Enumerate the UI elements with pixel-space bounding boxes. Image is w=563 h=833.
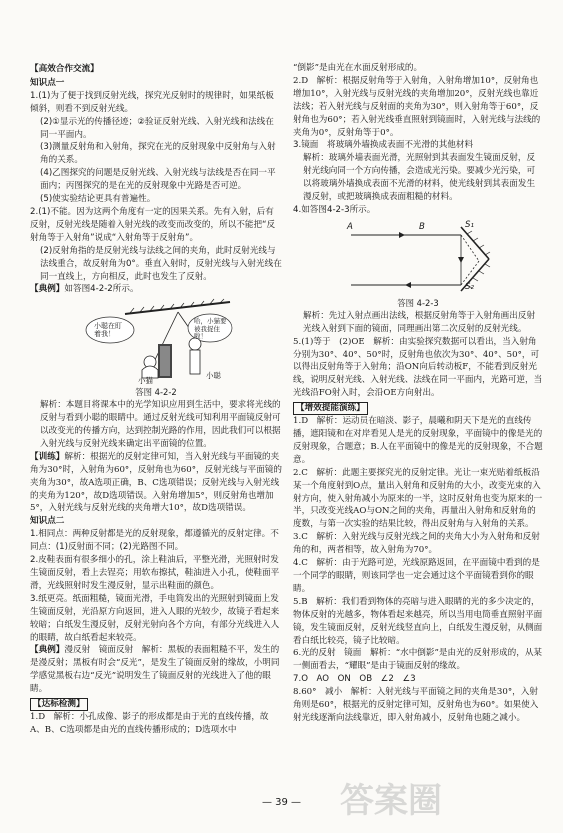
double-mirror-diagram xyxy=(293,219,543,295)
example2-label: 【典例】 xyxy=(30,645,65,656)
label-cong: 小聪 xyxy=(206,371,221,381)
section-title: 【高效合作交流】 xyxy=(30,64,99,74)
right-answer-4: 4.如答图4-2-3所示。 xyxy=(293,204,376,215)
example2-text: 漫反射 镜面反射 解析：黑板的表面粗糙不平，发生的是漫反射；黑板有时会“反光”，是发生了镜面反射的缘故，小明同学感觉黑板右边“反光”说明发生了镜面反射的光线进入了他的眼睛。 xyxy=(30,645,280,695)
upgrade-answer-4: 4.C 解析：由于光路可逆，光线原路返回，在平面镜中看到的是一个同学的眼睛，则该同学也一定会通过这个平面镜看到你的眼睛。 xyxy=(293,558,540,594)
answer-1-4: (4)乙图探究的问题是反射光线、入射光线与法线是否在同一平面内；丙图探究的是在光的反射现象中光路是否可逆。 xyxy=(40,168,276,192)
train-label: 【训练】 xyxy=(30,451,65,462)
upgrade-answer-6: 6.光的反射 镜面 解析：“水中倒影”是由光的反射形成的，从某一侧面看去，“耀眼”是由于镜面反射的缘故。 xyxy=(293,648,543,672)
right-answer-3-analysis: 解析：玻璃外墙表面光滑，光照射到其表面发生镜面反射，反射光线向同一个方向传播，会造成光污染。要减少光污染，可以将玻璃外墙换成表面不光滑的材料，使光线射到其表面发生漫反射，或把玻璃换成表面粗糙的材料。 xyxy=(303,153,536,203)
upgrade-answer-7: 7.O AO ON OB ∠2 ∠3 xyxy=(293,674,416,685)
figure-4-2-3 xyxy=(293,219,543,295)
answer-1-2: (2)①显示光的传播径迹；②验证反射光线、入射光线和法线在同一平面内。 xyxy=(40,116,274,140)
right-answer-2: 2.D 解析：根据反射角等于入射角，入射角增加10°，反射角也增加10°，入射光线与反射光线的夹角增加20°，反射光线也靠近法线；若入射光线与反射面的夹角为30°，则入射角等于60°，反射角也为60°；若入射光线垂直照射到镜面时，入射光线与法线的夹角为0°，反射角等于0°。 xyxy=(293,75,541,138)
right-answer-4-analysis: 解析：先过入射点画出法线，根据反射角等于入射角画出反射光线入射到下面的镜面，同理画出第二次反射的反射光线。 xyxy=(303,310,536,334)
right-column xyxy=(293,62,543,725)
figure-caption-4-2-2: 答图 4-2-2 xyxy=(135,387,177,398)
label-B: B xyxy=(419,221,425,232)
figure-caption-4-2-3: 答图 4-2-3 xyxy=(397,297,439,308)
label-A: A xyxy=(347,221,353,232)
label-S2: S₂ xyxy=(465,281,474,292)
upgrade-answer-8: 8.60° 减小 解析：入射光线与平面镜之间的夹角是30°，入射角则是60°，根据光的反射定律可知，反射角也为60°。如果使入射光线逐渐向法线靠近，即入射角减小，反射角也随之减小。 xyxy=(293,687,539,723)
upgrade-answer-3: 3.C 解析：入射光线与反射光线之间的夹角大小为入射角和反射角的和，两者相等，故入射角为70°。 xyxy=(293,532,540,556)
check-label: 【达标检测】 xyxy=(30,698,88,711)
answer-2-1: 2.(1)不能。因为这两个角度有一定的因果关系。先有入射，后有反射，反射光线是随着入射光线的改变而改变的，所以不能把“反射角等于入射角”说成“入射角等于反射角”。 xyxy=(30,206,276,243)
kp2-answer-1: 1.相同点：两种反射都是光的反射现象，都遵循光的反射定律。不同点：(1)反射面不同；(2)光路图不同。 xyxy=(30,529,279,553)
upgrade-label: 【增效提能演练】 xyxy=(293,402,368,415)
train-text: 解析：根据光的反射定律可知，当入射光线与平面镜的夹角为30°时，入射角为60°，反射角也为60°，反射光线与平面镜的夹角为30°，故A选项正确，B、C选项错误；反射光线与入射光线的夹角为120°，故D选项错误。入射角增加5°，则反射角也增加5°，入射光线与反射光线的夹角增大10°，故D选项错误。 xyxy=(30,451,282,514)
label-cat: 小猫 xyxy=(138,376,153,386)
upgrade-answer-1: 1.D 解析：运动员在暗淡、影子，晨曦和阴天下是光的直线传播，遮阳镜和在对岸看见人是光的反射现象，平面镜中的像是光的反射现象，合题意；B.人在平面镜中的像是光的反射现象，不合题意。 xyxy=(293,416,543,465)
kp2-answer-3: 3.纸更亮。纸面粗糙，镜面光滑，手电筒发出的光照射到镜面上发生镜面反射，光沿原方向返回，进入人眼的光较少，故镜子看起来较暗；白纸发生漫反射，反射光射向各个方向，有部分光线进入人的眼睛，故白纸看起来较亮。 xyxy=(30,593,280,643)
upgrade-answer-5: 5.B 解析：我们看到物体的亮暗与进入眼睛的光的多少决定的，物体反射的光越多，物体看起来越亮，所以当用电筒垂直照射平面镜，发生镜面反射，反射光线竖直向上，白纸发生漫反射，从侧面看白纸比较亮，镜子比较暗。 xyxy=(293,596,543,646)
analysis-1: 解析：本题目将课本中的光学知识应用到生活中，要求将光线的反射与看到小聪的眼睛中。通过反射光线可知利用平面镜反射可以改变光的传播方向，达到控制光路的作用，因此我们可以根据入射光线与反射光线来确定出平面镜的位置。 xyxy=(40,400,281,449)
example-text: 如答图4-2-2所示。 xyxy=(64,284,139,295)
left-column xyxy=(30,62,282,737)
right-answer-3: 3.镜面 将玻璃外墙换成表面不光滑的其他材料 xyxy=(293,140,474,151)
upgrade-answer-2: 2.C 解析：此题主要探究光的反射定律。光让一束光贴着纸板沿某一个角度射到O点，量出入射角和反射角的大小，改变光束的入射方向，使入射角减小为原来的一半，这时反射角也变为原来的一半，只改变光线AO与ON之间的夹角，再量出入射角和反射角的度数，与第一次实验的结果比较，得出反射角与入射角的关系。 xyxy=(293,467,543,530)
bubble-right: 哈，小猫要被我捉住啦！ xyxy=(194,317,227,341)
answer-1-5: (5)使实验结论更具有普遍性。 xyxy=(40,194,156,205)
watermark-text: 答案圈 xyxy=(340,781,442,821)
answer-1-3: (3)测量反射角和入射角，探究在光的反射现象中反射角与入射角的关系。 xyxy=(40,142,276,166)
answer-2-2: (2)反射角指的是反射光线与法线之间的夹角，此时反射光线与法线重合，故反射角为0°。垂直入射时，反射光线与入射光线在同一直线上，方向相反，此时也发生了反射。 xyxy=(40,245,282,282)
knowledge-point-1: 知识点一 xyxy=(30,77,65,88)
continued-text: “倒影”是由光在水面反射形成的。 xyxy=(293,63,423,73)
right-answer-5: 5.(1)等于 (2)OE 解析：由实验探究数据可以看出，当入射角分别为30°、40°、50°时，反射角也依次为30°、40°、50°，可以得出反射角等于入射角；沿ON向后转动板F，不能看到反射光线，说明反射光线、入射光线、法线在同一平面内，光路可逆，当光线沿FO射入时，会沿OE方向射出。 xyxy=(293,336,543,399)
kp2-answer-2: 2.皮鞋表面有很多细小的孔，涂上鞋油后，平整光滑，光照射时发生镜面反射，看上去锃亮；用软布擦拭，鞋油进入小孔，使鞋面平滑，光线照射时发生漫反射，显示出鞋面的颜色。 xyxy=(30,555,280,591)
label-S1: S₁ xyxy=(465,219,474,230)
cat-mirror-illustration xyxy=(30,298,282,384)
knowledge-point-2: 知识点二 xyxy=(30,516,65,527)
example-label: 【典例】 xyxy=(30,284,65,295)
page-number: — 39 — xyxy=(261,797,302,808)
answer-1-1: 1.(1)为了便于找到反射光线，探究光反射时的规律时，如果纸板倾斜，则看不到反射光线。 xyxy=(30,90,274,114)
check-answer-1: 1.D 解析：小孔成像、影子的形成都是由于光的直线传播，故A、B、C选项都是由光的直线传播形成的；D选项水中 xyxy=(30,712,269,735)
bubble-left: 小聪在盯着我！ xyxy=(94,322,122,339)
figure-4-2-2 xyxy=(30,298,282,384)
